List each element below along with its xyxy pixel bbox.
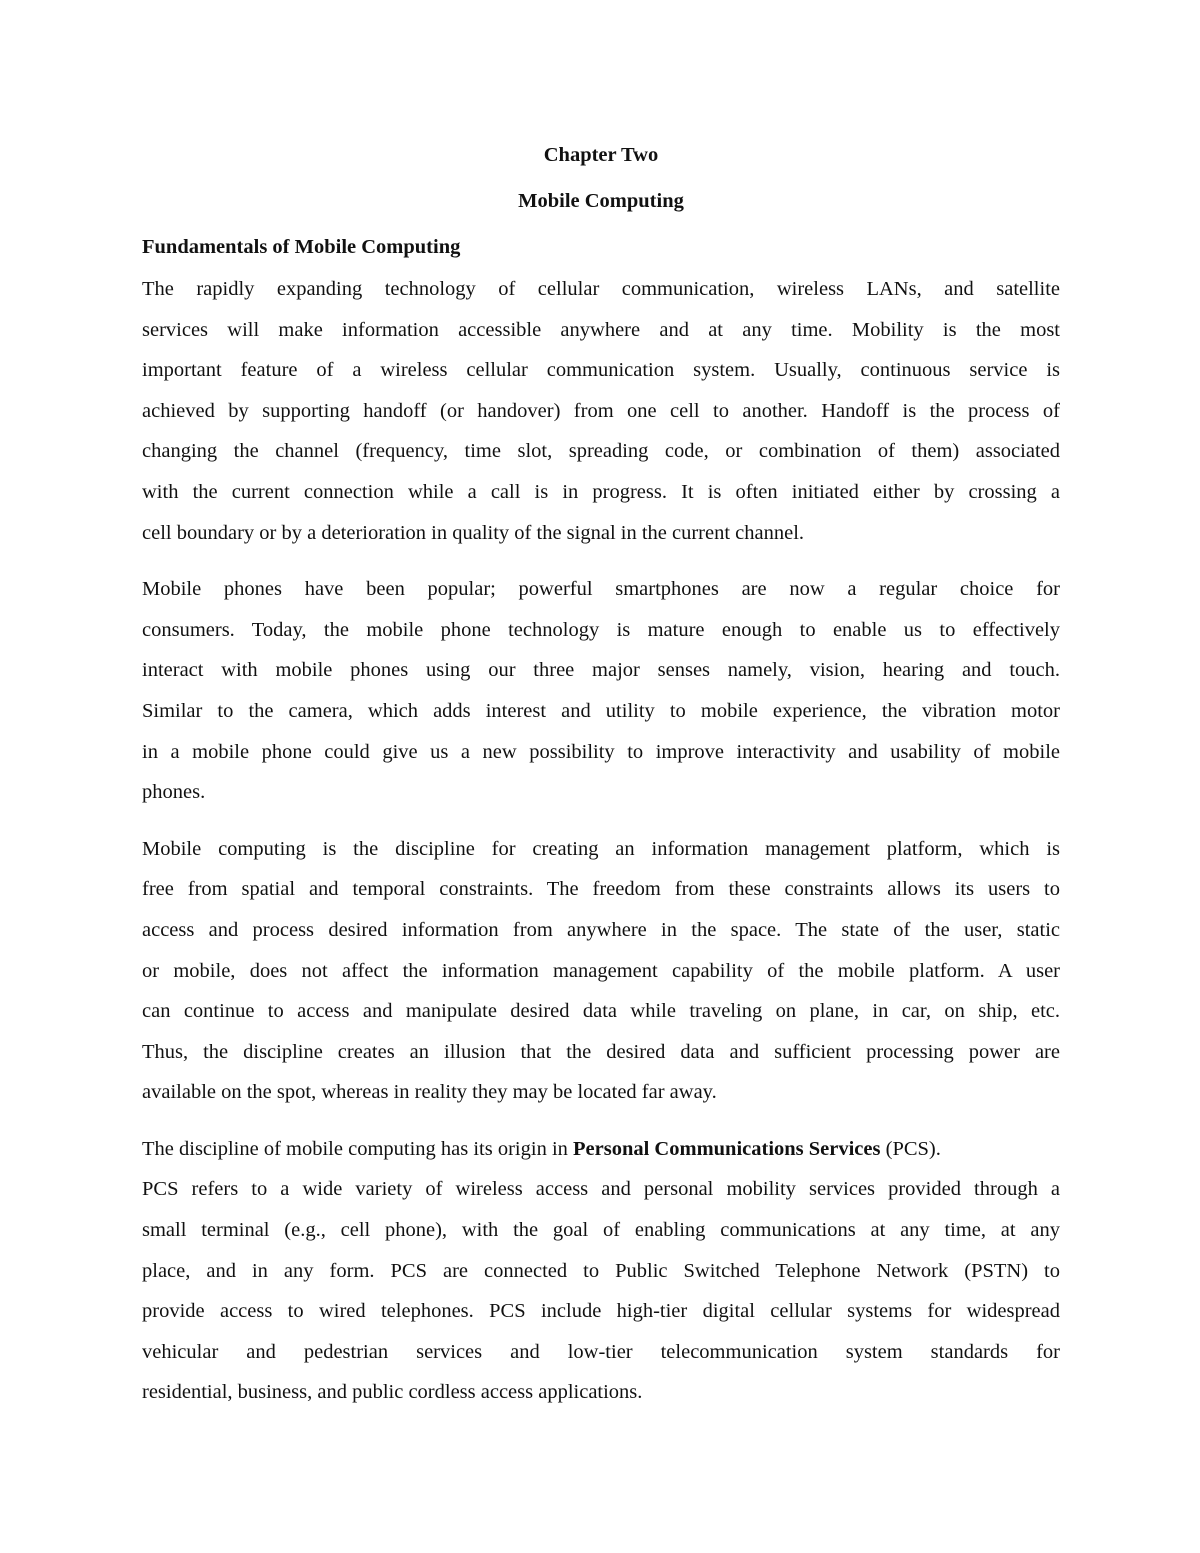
chapter-subtitle: Mobile Computing [518, 190, 684, 212]
paragraph-pcs [142, 1129, 1060, 1413]
text-line: provide access to wired telephones. PCS include high-tier digital cellular systems for widespread [142, 1300, 1060, 1323]
text-line: PCS refers to a wide variety of wireless access and personal mobility services provided through a [142, 1178, 1060, 1201]
text-line: services will make information accessible anywhere and at any time. Mobility is the most [142, 318, 1060, 341]
text-line: cell boundary or by a deterioration in quality of the signal in the current channel. [142, 521, 805, 544]
text-line: Mobile phones have been popular; powerful smartphones are now a regular choice for [142, 578, 1060, 601]
text-line: free from spatial and temporal constraints. The freedom from these constraints allows its users to [142, 878, 1060, 901]
text-line: or mobile, does not affect the information management capability of the mobile platform. A user [142, 959, 1060, 982]
text-line: access and process desired information from anywhere in the space. The state of the user, static [142, 918, 1060, 941]
paragraph-handoff [142, 269, 1060, 553]
text-line: changing the channel (frequency, time slot, spreading code, or combination of them) associated [142, 440, 1060, 463]
text-line: vehicular and pedestrian services and low-tier telecommunication system standards for [142, 1340, 1060, 1363]
chapter-title: Chapter Two [543, 144, 659, 166]
text-line: available on the spot, whereas in reality they may be located far away. [142, 1081, 717, 1104]
document-page [142, 136, 1060, 1429]
text-line: place, and in any form. PCS are connected to Public Switched Telephone Network (PSTN) to [142, 1259, 1060, 1282]
text-line: residential, business, and public cordless access applications. [142, 1381, 643, 1404]
section-heading: Fundamentals of Mobile Computing [142, 236, 461, 258]
text-run: The discipline of mobile computing has its origin in [142, 1137, 574, 1160]
text-line: can continue to access and manipulate desired data while traveling on plane, in car, on ship, etc. [142, 1000, 1060, 1023]
text-run: (PCS). [880, 1137, 941, 1160]
paragraph-mobile-computing [142, 829, 1060, 1113]
text-line: with the current connection while a call is in progress. It is often initiated either by crossing a [142, 480, 1060, 503]
pcs-term: Personal Communications Services [573, 1137, 881, 1160]
text-line: Mobile computing is the discipline for creating an information management platform, which is [142, 837, 1060, 860]
text-line: phones. [142, 781, 206, 804]
text-line: Thus, the discipline creates an illusion that the desired data and sufficient processing power are [142, 1040, 1060, 1063]
text-line: interact with mobile phones using our three major senses namely, vision, hearing and touch. [142, 659, 1060, 682]
paragraph-mobile-phones [142, 569, 1060, 813]
text-line: Similar to the camera, which adds interest and utility to mobile experience, the vibration motor [142, 699, 1060, 722]
text-line: important feature of a wireless cellular communication system. Usually, continuous service is [142, 359, 1060, 382]
text-line: The rapidly expanding technology of cellular communication, wireless LANs, and satellite [142, 278, 1060, 300]
text-line: consumers. Today, the mobile phone technology is mature enough to enable us to effectively [142, 618, 1060, 641]
text-line: achieved by supporting handoff (or handover) from one cell to another. Handoff is the process of [142, 399, 1060, 422]
text-line: in a mobile phone could give us a new possibility to improve interactivity and usability of mobile [142, 740, 1060, 763]
text-line: small terminal (e.g., cell phone), with the goal of enabling communications at any time, at any [142, 1219, 1060, 1242]
text-line-pcs-intro [142, 1129, 1060, 1170]
